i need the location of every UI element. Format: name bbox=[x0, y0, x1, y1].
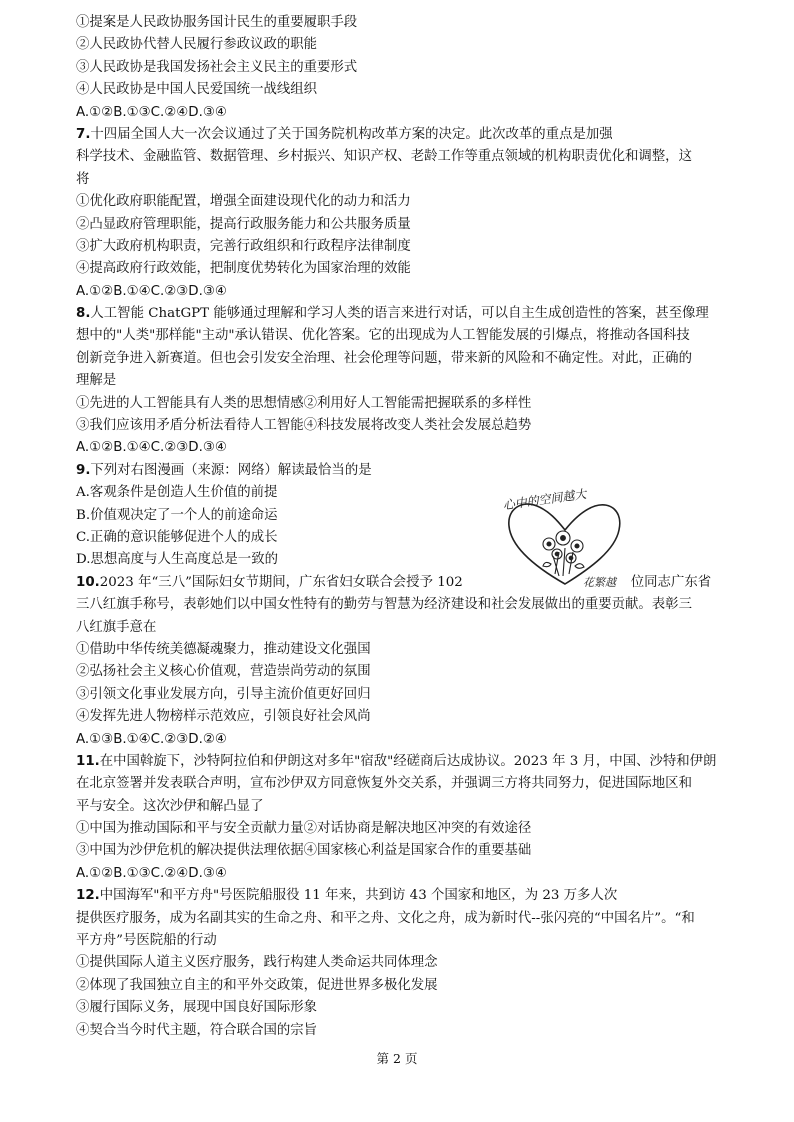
q10-stem-line-3: 八红旗手意在 bbox=[76, 619, 157, 635]
q10-number: 10. bbox=[76, 574, 100, 590]
q10-stem-end: 位同志广东省 bbox=[630, 574, 712, 590]
heart-flower-cartoon bbox=[497, 482, 633, 594]
q7-stem-text-1: 十四届全国人大一次会议通过了关于国务院机构改革方案的决定。此次改革的重点是加强 bbox=[90, 126, 613, 142]
q8-stem-line-3: 创新竞争进入新赛道。但也会引发安全治理、社会伦理等问题，带来新的风险和不确定性。对此，正确的 bbox=[76, 350, 692, 366]
q12-item-4: ④契合当今时代主题，符合联合国的宗旨 bbox=[76, 1022, 318, 1038]
q8-stem-line-2: 想中的"人类"那样能"主动"承认错误、优化答案。它的出现成为人工智能发展的引爆点，将推动各国科技 bbox=[76, 328, 690, 344]
q10-item-4: ④发挥先进人物榜样示范效应，引领良好社会风尚 bbox=[76, 709, 371, 725]
q8-options: A.①②B.①④C.②③D.③④ bbox=[76, 440, 227, 456]
q7-item-2: ②凸显政府管理职能，提高行政服务能力和公共服务质量 bbox=[76, 216, 411, 232]
q8-item-row-1: ①先进的人工智能具有人类的思想情感②利用好人工智能需把握联系的多样性 bbox=[76, 395, 532, 411]
q7-item-4: ④提高政府行政效能，把制度优势转化为国家治理的效能 bbox=[76, 261, 411, 277]
q10-item-3: ③引领文化事业发展方向，引导主流价值更好回归 bbox=[76, 686, 371, 702]
q11-item-row-2: ③中国为沙伊危机的解决提供法理依据④国家核心利益是国家合作的重要基础 bbox=[76, 843, 532, 859]
q8-number: 8. bbox=[76, 306, 91, 322]
q10-stem-line-2: 三八红旗手称号，表彰她们以中国女性特有的勤劳与智慧为经济建设和社会发展做出的重要贡献。表彰三 bbox=[76, 597, 692, 613]
q11-stem-text-1: 在中国斡旋下，沙特阿拉伯和伊朗这对多年"宿敌"经磋商后达成协议。2023 年 3 月，中国、沙特和伊朗 bbox=[99, 753, 717, 769]
q8-stem-line-1 bbox=[76, 303, 726, 325]
q6-options: A.①②B.①③C.②④D.③④ bbox=[76, 104, 227, 120]
q11-stem-line-2: 在北京签署并发表联合声明，宣布沙伊双方同意恢复外交关系，并强调三方将共同努力，促进国际地区和 bbox=[76, 776, 692, 792]
q9-choice-c: C.正确的意识能够促进个人的成长 bbox=[76, 529, 278, 545]
q9-stem bbox=[76, 460, 726, 482]
q10-stem-start: 2023 年“三八”国际妇女节期间，广东省妇女联合会授予 102 bbox=[99, 574, 463, 590]
q9-stem-text: 下列对右图漫画（来源：网络）解读最恰当的是 bbox=[90, 462, 372, 478]
q9-choice-a: A.客观条件是创造人生价值的前提 bbox=[76, 485, 278, 501]
q7-item-3: ③扩大政府机构职责，完善行政组织和行政程序法律制度 bbox=[76, 238, 411, 254]
page-number: 第 2 页 bbox=[376, 1051, 418, 1066]
q7-options: A.①②B.①④C.②③D.③④ bbox=[76, 283, 227, 299]
q10-options: A.①③B.①④C.②③D.②④ bbox=[76, 731, 227, 747]
q12-number: 12. bbox=[76, 888, 100, 904]
q12-stem-line-1 bbox=[76, 885, 726, 907]
q11-number: 11. bbox=[76, 753, 100, 769]
q12-item-1: ①提供国际人道主义医疗服务，践行构建人类命运共同体理念 bbox=[76, 955, 438, 971]
q6-item-3: ③人民政协是我国发扬社会主义民主的重要形式 bbox=[76, 59, 358, 75]
q8-stem-line-4: 理解是 bbox=[76, 373, 117, 389]
q7-stem-line-2: 科学技术、金融监管、数据管理、乡村振兴、知识产权、老龄工作等重点领域的机构职责优化和调整，这 bbox=[76, 149, 692, 165]
q6-item-2: ②人民政协代替人民履行参政议政的职能 bbox=[76, 37, 318, 53]
q11-item-row-1: ①中国为推动国际和平与安全贡献力量②对话协商是解决地区冲突的有效途径 bbox=[76, 821, 532, 837]
q10-item-2: ②弘扬社会主义核心价值观，营造崇尚劳动的氛围 bbox=[76, 664, 371, 680]
q12-stem-line-3: 平方舟”号医院船的行动 bbox=[76, 933, 217, 949]
q9-choice-b: B.价值观决定了一个人的前途命运 bbox=[76, 507, 278, 523]
q12-item-2: ②体现了我国独立自主的和平外交政策，促进世界多极化发展 bbox=[76, 977, 438, 993]
q8-stem-text-1: 人工智能 ChatGPT 能够通过理解和学习人类的语言来进行对话，可以自主生成创造性的答案，甚至像理 bbox=[90, 306, 709, 322]
q7-number: 7. bbox=[76, 126, 91, 142]
q12-stem-line-2: 提供医疗服务，成为名副其实的生命之舟、和平之舟、文化之舟，成为新时代--张闪亮的“中国名片”。“和 bbox=[76, 910, 695, 926]
cartoon-signature: 花繁越 bbox=[583, 576, 616, 589]
q9-number: 9. bbox=[76, 462, 91, 478]
q10-item-1: ①借助中华传统美德凝魂聚力，推动建设文化强国 bbox=[76, 641, 371, 657]
q8-item-row-2: ③我们应该用矛盾分析法看待人工智能④科技发展将改变人类社会发展总趋势 bbox=[76, 418, 532, 434]
q11-stem-line-1 bbox=[76, 751, 726, 773]
q9-choice-d: D.思想高度与人生高度总是一致的 bbox=[76, 552, 278, 568]
q11-options: A.①②B.①③C.②④D.③④ bbox=[76, 865, 227, 881]
q7-stem-line-3: 将 bbox=[76, 171, 90, 187]
q6-item-4: ④人民政协是中国人民爱国统一战线组织 bbox=[76, 82, 318, 98]
flower-bouquet bbox=[543, 531, 584, 576]
q6-item-1: ①提案是人民政协服务国计民生的重要履职手段 bbox=[76, 15, 358, 30]
heart-outline bbox=[509, 504, 620, 584]
q12-stem-text-1: 中国海军"和平方舟"号医院船服役 11 年来，共到访 43 个国家和地区，为 23 万多人次 bbox=[99, 888, 618, 904]
q11-stem-line-3: 平与安全。这次沙伊和解凸显了 bbox=[76, 798, 264, 814]
q7-stem-line-1 bbox=[76, 124, 726, 146]
q7-item-1: ①优化政府职能配置，增强全面建设现代化的动力和活力 bbox=[76, 194, 411, 210]
q12-item-3: ③履行国际义务，展现中国良好国际形象 bbox=[76, 1000, 318, 1016]
cartoon-caption: 心中的空间越大 bbox=[501, 486, 588, 513]
